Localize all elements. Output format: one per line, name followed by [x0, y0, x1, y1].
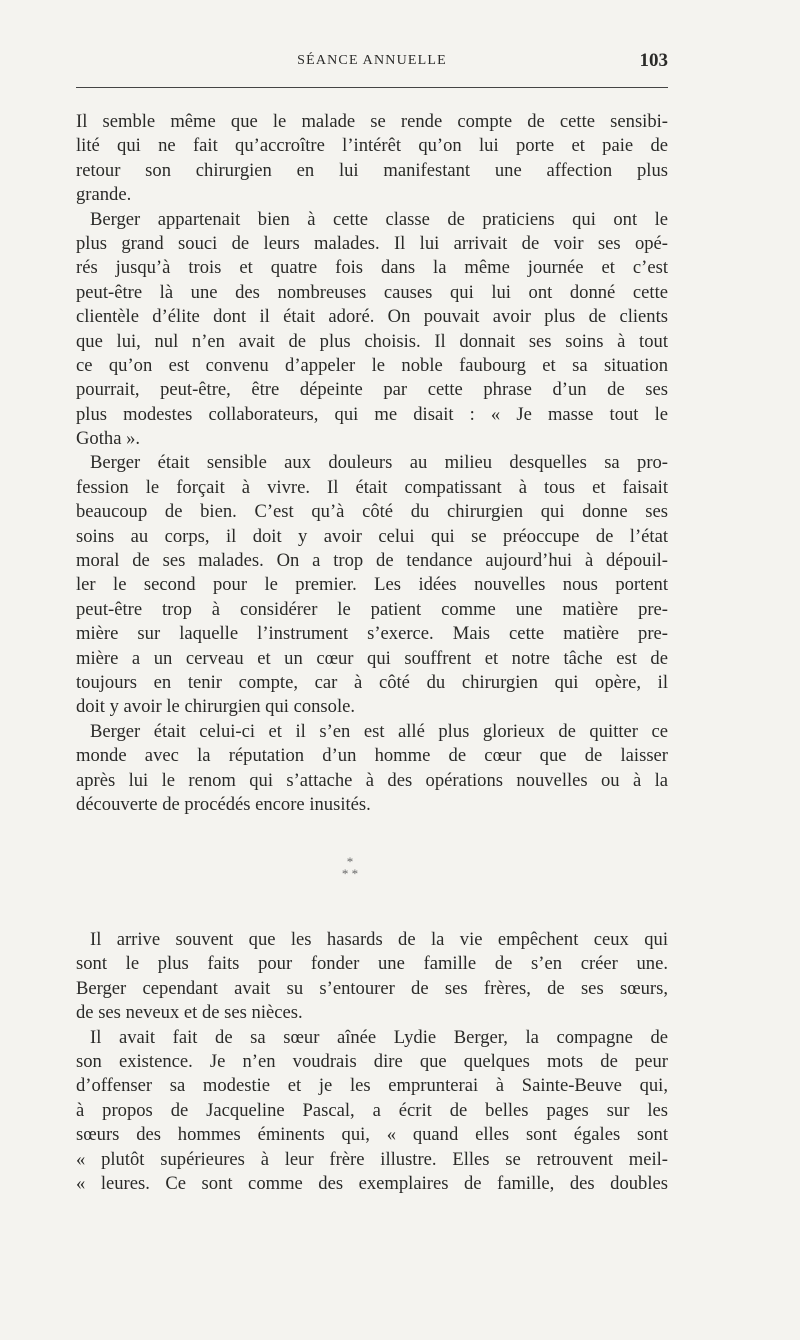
text-line: son existence. Je n’en voudrais dire que quelques mots de peur [76, 1050, 668, 1072]
text-line: plus grand souci de leurs malades. Il lui arrivait de voir ses opé- [76, 232, 668, 254]
text-line: grande. [76, 184, 132, 206]
text-line: toujours en tenir compte, car à côté du chirurgien qui opère, il [76, 671, 668, 693]
text-line: Il avait fait de sa sœur aînée Lydie Berger, la compagne de [90, 1026, 668, 1048]
asterism-top: * [346, 854, 354, 869]
text-line: ler le second pour le premier. Les idées nouvelles nous portent [76, 574, 668, 596]
body-text-block-2 [76, 928, 668, 1196]
text-line: Gotha ». [76, 428, 141, 450]
text-line: Berger était celui-ci et il s’en est allé plus glorieux de quitter ce [90, 720, 668, 742]
asterism-bottom: * * [341, 866, 359, 881]
header-rule [76, 87, 668, 88]
text-line: après lui le renom qui s’attache à des opérations nouvelles ou à la [76, 769, 668, 791]
text-line: soins au corps, il doit y avoir celui qui se préoccupe de l’état [76, 525, 668, 547]
text-line: mière sur laquelle l’instrument s’exerce. Mais cette matière pre- [76, 623, 668, 645]
text-line: « leures. Ce sont comme des exemplaires de famille, des doubles [76, 1172, 668, 1194]
text-line: sœurs des hommes éminents qui, « quand elles sont égales sont [76, 1124, 668, 1146]
text-line: beaucoup de bien. C’est qu’à côté du chirurgien qui donne ses [76, 501, 668, 523]
text-line: Il arrive souvent que les hasards de la vie empêchent ceux qui [90, 929, 668, 950]
text-line: Berger était sensible aux douleurs au milieu desquelles sa pro- [90, 452, 668, 474]
text-line: « plutôt supérieures à leur frère illustre. Elles se retrouvent meil- [76, 1148, 668, 1170]
text-line: mière a un cerveau et un cœur qui souffrent et notre tâche est de [76, 647, 668, 669]
body-text-block-1 [76, 110, 668, 817]
text-line: de ses neveux et de ses nièces. [76, 1002, 303, 1024]
section-asterism [330, 856, 370, 896]
text-line: peut-être trop à considérer le patient comme une matière pre- [76, 598, 668, 620]
text-line: fession le forçait à vivre. Il était compatissant à tous et faisait [76, 476, 668, 498]
text-line: à propos de Jacqueline Pascal, a écrit de belles pages sur les [76, 1099, 668, 1121]
text-line: Berger appartenait bien à cette classe de praticiens qui ont le [90, 208, 668, 230]
text-line: sont le plus faits pour fonder une famille de s’en créer une. [76, 953, 668, 975]
text-line: lité qui ne fait qu’accroître l’intérêt qu’on lui porte et paie de [76, 135, 668, 157]
text-line: monde avec la réputation d’un homme de cœur que de laisser [76, 745, 668, 767]
text-line: découverte de procédés encore inusités. [76, 793, 371, 815]
text-line: doit y avoir le chirurgien qui console. [76, 696, 356, 718]
text-line: Berger cependant avait su s’entourer de ses frères, de ses sœurs, [76, 977, 668, 999]
text-line: moral de ses malades. On a trop de tendance aujourd’hui à dépouil- [76, 550, 668, 572]
text-line: clientèle d’élite dont il était adoré. On pouvait avoir plus de clients [76, 306, 668, 328]
text-line: plus modestes collaborateurs, qui me disait : « Je masse tout le [76, 403, 668, 425]
text-line: que lui, nul n’en avait de plus choisis. Il donnait ses soins à tout [76, 330, 668, 352]
text-line: pourrait, peut-être, être dépeinte par cette phrase d’un de ses [76, 379, 668, 401]
running-title: SÉANCE ANNUELLE [297, 53, 447, 68]
text-line: rés jusqu’à trois et quatre fois dans la même journée et c’est [76, 257, 668, 279]
page-number: 103 [639, 50, 668, 71]
text-line: peut-être là une des nombreuses causes qui lui ont donné cette [76, 281, 668, 303]
text-line: d’offenser sa modestie et je les emprunterai à Sainte-Beuve qui, [76, 1075, 668, 1097]
text-line: ce qu’on est convenu d’appeler le noble faubourg et sa situation [76, 354, 668, 376]
text-line: Il semble même que le malade se rende compte de cette sensibi- [76, 111, 668, 132]
text-line: retour son chirurgien en lui manifestant une affection plus [76, 159, 668, 181]
running-head [76, 50, 668, 74]
